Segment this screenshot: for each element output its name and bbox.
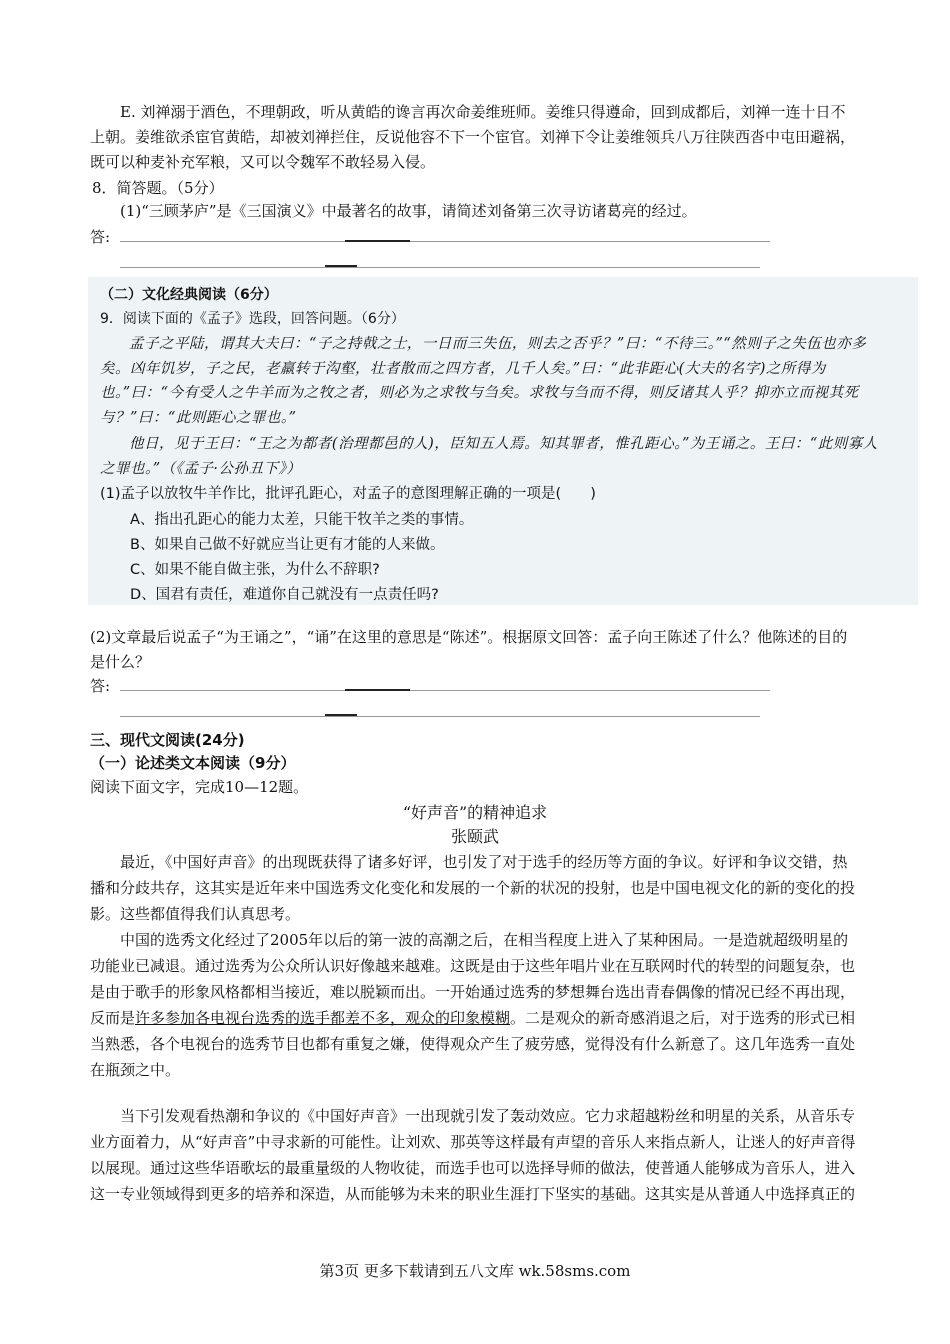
- answer-line-q9-2[interactable]: [120, 708, 760, 717]
- q9-2-question: (2)文章最后说孟子“为王诵之”，“诵”在这里的意思是“陈述”。根据原文回答：孟子向王陈述了什么？他陈述的目的是什么？: [90, 628, 848, 671]
- answer-mark: [325, 714, 357, 716]
- q9-title: 9．阅读下面的《孟子》选段，回答问题。（6分）: [100, 311, 405, 327]
- section3-1-title: （一）论述类文本阅读（9分）: [90, 754, 296, 772]
- article-paragraph-2-start: 中国的选秀文化经过了2005年以后的第一波的高潮之后，在相当程度上进入了某种困局。一是造就超级明星的功能业已减退。通过选秀为公众所认识好像越来越难。这既是由于这些年唱片业在互联网时代的转型的问题复杂，也是由于歌手的形象风格都相当接近，难以脱颖而出。一开始通过选秀的梦想舞台选出青春偶像的情况已经不再出现，反而是: [90, 931, 856, 1027]
- answer-rule: [120, 241, 770, 242]
- q8-1-question: (1)“三顾茅庐”是《三国演义》中最著名的故事，请简述刘备第三次寻访诸葛亮的经过。: [120, 202, 697, 220]
- answer-line-q8[interactable]: [90, 226, 770, 250]
- page-footer: 第3页 更多下载请到五八文库 wk.58sms.com: [319, 1262, 631, 1280]
- mencius-passage-1: 孟子之平陆，谓其大夫曰：“子之持戟之士，一日而三失伍，则去之否乎？”曰：“不待三。”“然则子之失伍也亦多矣。凶年饥岁，子之民，老羸转于沟壑，壮者散而之四方者，几千人矣。”曰：“此非距心(大夫的名字)之所得为也。”曰：“今有受人之牛羊而为之牧之者，则必为之求牧与刍矣。求牧与刍而不得，则反诸其人乎？抑亦立而视其死与？”曰：“此则距心之罪也。”: [100, 336, 867, 426]
- q8-title: 8．简答题。（5分）: [92, 179, 224, 197]
- section2-title: （二）文化经典阅读（6分）: [100, 287, 278, 303]
- section3-title: 三、现代文阅读(24分): [90, 731, 245, 749]
- underlined-sentence: 许多参加各电视台选秀的选手都差不多，观众的印象模糊: [135, 1009, 511, 1027]
- answer-line-q9[interactable]: [90, 675, 770, 699]
- option-a[interactable]: A、指出孔距心的能力太差，只能干牧羊之类的事情。: [130, 512, 474, 528]
- article-paragraph-1: 最近，《中国好声音》的出现既获得了诸多好评，也引发了对于选手的经历等方面的争议。好评和争议交错，热播和分歧共存，这其实是近年来中国选秀文化变化和发展的一个新的状况的投射，也是中国电视文化的新的变化的投影。这些都值得我们认真思考。: [90, 853, 856, 923]
- article-paragraph-2: [90, 927, 860, 1083]
- answer-label: 答:: [90, 677, 111, 695]
- article-paragraph-2-end: 。二是观众的新奇感消退之后，对于选秀的形式已相当熟悉，各个电视台的选秀节目也都有重复之嫌，使得观众产生了疲劳感，觉得没有什么新意了。这几年选秀一直处在瓶颈之中。: [90, 1009, 856, 1079]
- answer-label: 答:: [90, 228, 111, 246]
- article-author: 张颐武: [450, 827, 499, 846]
- answer-mark: [345, 240, 410, 242]
- answer-line-q8-2[interactable]: [120, 259, 760, 268]
- answer-rule: [120, 690, 770, 691]
- answer-mark: [345, 689, 410, 691]
- q9-1-question: (1)孟子以放牧牛羊作比，批评孔距心，对孟子的意图理解正确的一项是( ): [100, 486, 596, 502]
- answer-mark: [325, 265, 357, 267]
- article-title: “好声音”的精神追求: [402, 803, 548, 822]
- section3-instruction: 阅读下面文字，完成10—12题。: [90, 778, 309, 796]
- option-e-text: E. 刘禅溺于酒色，不理朝政，听从黄皓的谗言再次命姜维班师。姜维只得遵命，回到成都后，刘禅一连十日不上朝。姜维欲杀宦官黄皓，却被刘禅拦住，反说他容不下一个宦官。刘禅下令让姜维领兵八万往陕西沓中屯田避祸，既可以种麦补充军粮，又可以令魏军不敢轻易入侵。: [90, 103, 856, 171]
- option-c[interactable]: C、如果不能自做主张，为什么不辞职?: [130, 562, 380, 578]
- option-b[interactable]: B、如果自己做不好就应当让更有才能的人来做。: [130, 537, 445, 553]
- mencius-passage-2: 他日，见于王曰：“王之为都者(治理都邑的人)，臣知五人焉。知其罪者，惟孔距心。”为王诵之。王曰：“此则寡人之罪也。”（《孟子·公孙丑下》）: [100, 436, 878, 477]
- option-d[interactable]: D、国君有责任，难道你自己就没有一点责任吗?: [130, 587, 439, 603]
- article-paragraph-3: 当下引发观看热潮和争议的《中国好声音》一出现就引发了轰动效应。它力求超越粉丝和明星的关系，从音乐专业方面着力，从“好声音”中寻求新的可能性。让刘欢、那英等这样最有声望的音乐人来指点新人，让迷人的好声音得以展现。通过这些华语歌坛的最重量级的人物收徒，而选手也可以选择导师的做法，使普通人能够成为音乐人，进入这一专业领域得到更多的培养和深造，从而能够为未来的职业生涯打下坚实的基础。这其实是从普通人中选择真正的: [90, 1107, 856, 1203]
